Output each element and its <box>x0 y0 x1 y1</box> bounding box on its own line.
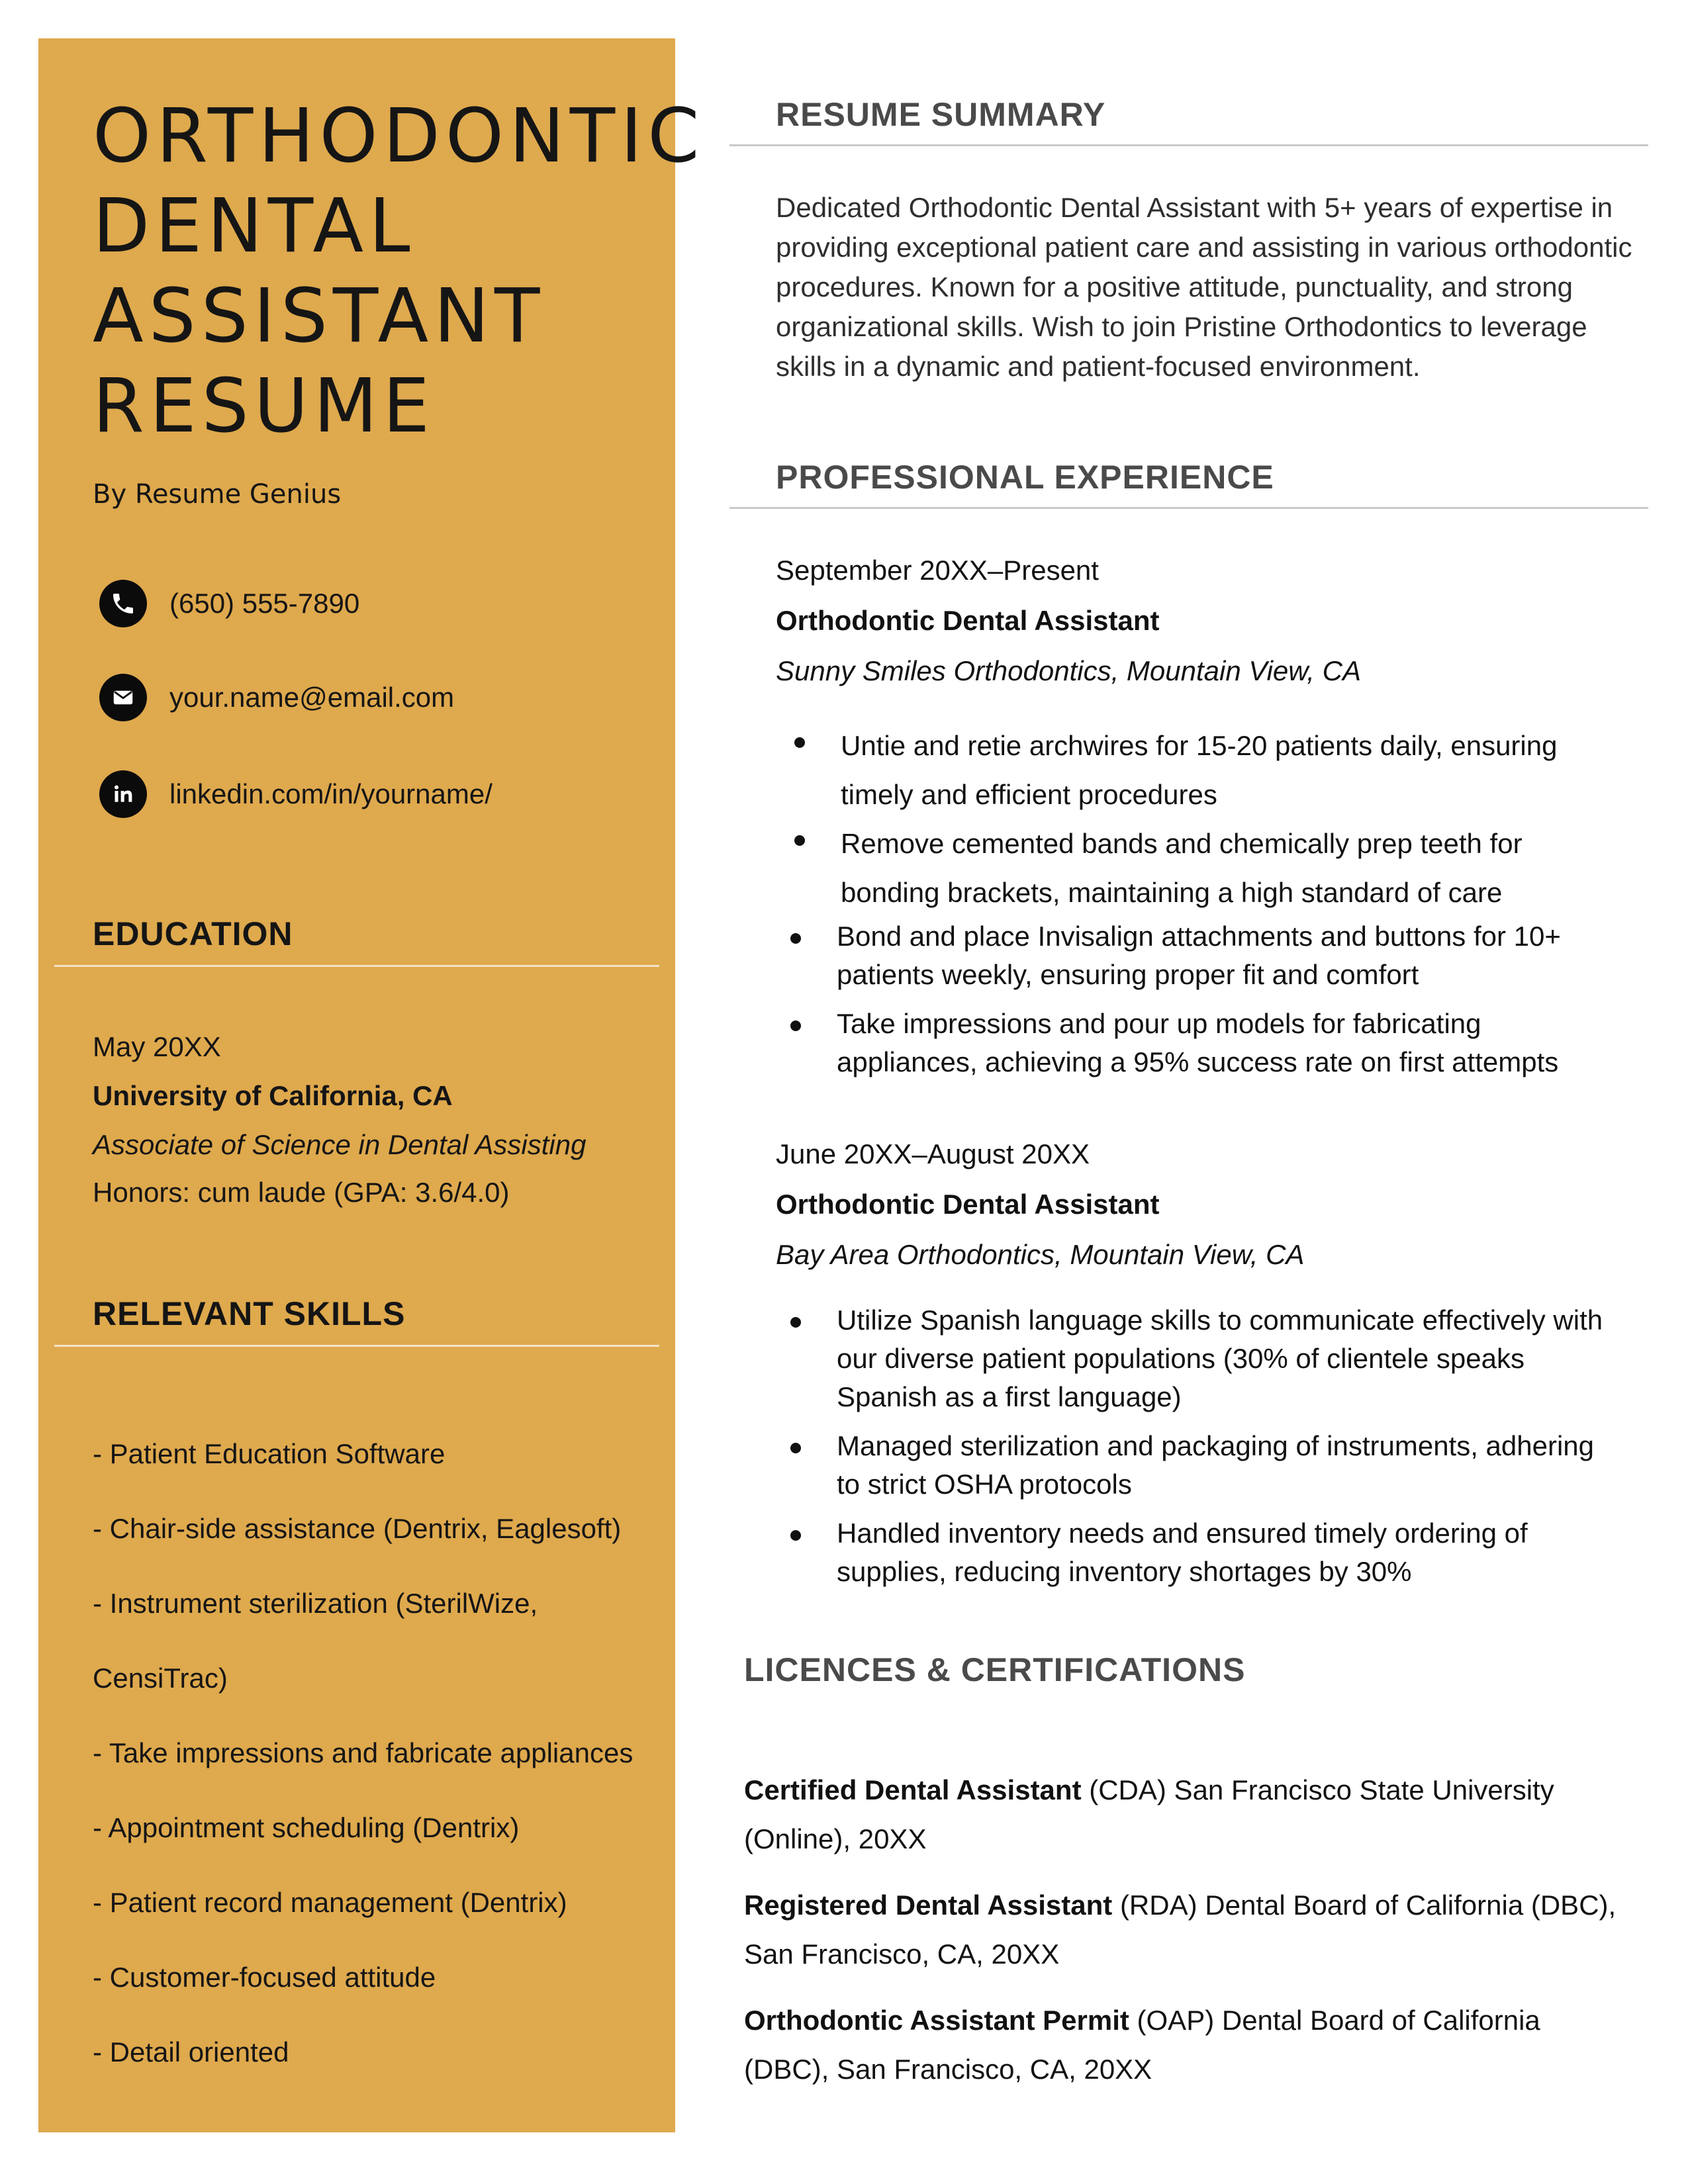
linkedin-icon <box>99 770 147 818</box>
certification-detail: (RDA) Dental Board of California (DBC), San Francisco, CA, 20XX <box>744 1889 1617 1970</box>
phone-text: (650) 555-7890 <box>169 588 360 619</box>
summary-text: Dedicated Orthodontic Dental Assistant with 5+ years of expertise in providing exceptional patient care and assisting in various orthodontic procedures. Known for a positive attitude, punctuality, and strong organizational skills. Wish to join Pristine Orthodontics to leverage skills in a dynamic and patient-focused environment. <box>776 192 1632 382</box>
certifications-heading: LICENCES & CERTIFICATIONS <box>744 1651 1246 1688</box>
certification-name: Registered Dental Assistant <box>744 1889 1113 1921</box>
job-bullet: Utilize Spanish language skills to communicate effectively with our diverse patient populations (30% of clientele speaks Spanish as a first language) <box>837 1301 1605 1416</box>
education-school: University of California, CA <box>93 1080 453 1111</box>
title-line: ORTHODONTIC <box>93 93 705 179</box>
certification-detail: (CDA) San Francisco State University (Online), 20XX <box>744 1774 1554 1854</box>
byline: By Resume Genius <box>93 479 342 510</box>
skills-list <box>93 1416 662 2089</box>
email-text: your.name@email.com <box>169 682 455 713</box>
certification-name: Certified Dental Assistant <box>744 1774 1082 1805</box>
job-company: Sunny Smiles Orthodontics, Mountain View, CA <box>776 655 1361 686</box>
contact-email[interactable] <box>99 674 454 721</box>
skill-item: - Instrument sterilization (SterilWize, CensiTrac) <box>93 1588 538 1694</box>
skill-item: - Take impressions and fabricate appliances <box>93 1737 633 1768</box>
job-title: Orthodontic Dental Assistant <box>776 1189 1160 1220</box>
job-bullet: Remove cemented bands and chemically prep teeth for bonding brackets, maintaining a high standard of care <box>841 819 1609 917</box>
title-line: RESUME <box>93 363 436 449</box>
job-dates: June 20XX–August 20XX <box>776 1138 1090 1169</box>
skill-item: - Customer-focused attitude <box>93 1962 436 1993</box>
job-bullet: Bond and place Invisalign attachments and buttons for 10+ patients weekly, ensuring proper fit and comfort <box>837 917 1609 994</box>
education-date: May 20XX <box>93 1031 221 1062</box>
skills-heading: RELEVANT SKILLS <box>93 1295 406 1332</box>
summary-heading: RESUME SUMMARY <box>776 96 1106 133</box>
education-heading: EDUCATION <box>93 915 293 952</box>
contact-linkedin[interactable] <box>99 770 492 818</box>
experience-heading: PROFESSIONAL EXPERIENCE <box>776 459 1274 496</box>
skill-item: - Appointment scheduling (Dentrix) <box>93 1812 520 1843</box>
job-company: Bay Area Orthodontics, Mountain View, CA <box>776 1239 1305 1270</box>
job-title: Orthodontic Dental Assistant <box>776 605 1160 636</box>
envelope-icon <box>99 674 147 721</box>
education-degree: Associate of Science in Dental Assisting <box>93 1129 586 1160</box>
certification-item <box>744 1881 1618 1979</box>
certification-item <box>744 1766 1618 1864</box>
contact-phone[interactable] <box>99 580 359 627</box>
job-bullet-list <box>837 1301 1605 1591</box>
skill-item: - Patient Education Software <box>93 1438 445 1469</box>
job-bullet: Handled inventory needs and ensured timely ordering of supplies, reducing inventory shortages by 30% <box>837 1514 1605 1591</box>
linkedin-text: linkedin.com/in/yourname/ <box>169 778 492 809</box>
job-bullet-list <box>837 721 1609 1081</box>
resume-title <box>93 91 704 451</box>
phone-icon <box>99 580 147 627</box>
sidebar <box>38 38 705 2132</box>
certification-name: Orthodontic Assistant Permit <box>744 2005 1129 2036</box>
job-bullet: Untie and retie archwires for 15-20 patients daily, ensuring timely and efficient procedures <box>841 721 1609 819</box>
skill-item: - Chair-side assistance (Dentrix, Eaglesoft) <box>93 1513 622 1544</box>
education-honors: Honors: cum laude (GPA: 3.6/4.0) <box>93 1177 510 1208</box>
skill-item: - Patient record management (Dentrix) <box>93 1887 567 1918</box>
title-line: DENTAL <box>93 183 416 269</box>
job-bullet: Managed sterilization and packaging of instruments, adhering to strict OSHA protocols <box>837 1427 1605 1504</box>
skill-item: - Detail oriented <box>93 2036 289 2068</box>
title-line: ASSISTANT <box>93 273 545 359</box>
certification-detail: (OAP) Dental Board of California (DBC), San Francisco, CA, 20XX <box>744 2005 1540 2085</box>
job-dates: September 20XX–Present <box>776 555 1099 586</box>
education-divider <box>54 965 659 967</box>
experience-divider <box>729 507 1648 509</box>
job-bullet: Take impressions and pour up models for fabricating appliances, achieving a 95% success rate on first attempts <box>837 1005 1609 1081</box>
skills-divider <box>54 1345 659 1347</box>
certification-item <box>744 1996 1618 2094</box>
summary-divider <box>729 144 1648 146</box>
